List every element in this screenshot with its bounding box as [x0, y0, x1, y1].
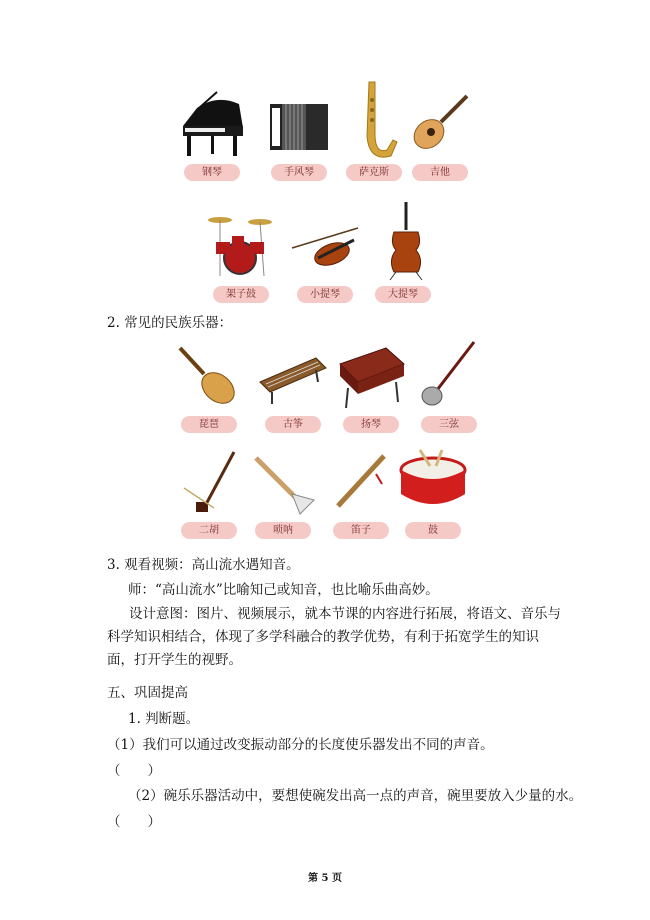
piano-icon — [177, 88, 247, 160]
instrument-guzheng — [256, 342, 330, 433]
pipa-icon — [174, 342, 244, 412]
instrument-label: 二胡 — [181, 522, 237, 539]
instrument-violin — [288, 210, 362, 303]
design-paragraph: 设计意图：图片、视频展示，就本节课的内容进行拓展，将语文、音乐与科学知识相结合，体现了多学科融合的教学优势，有利于拓宽学生的知识面，打开学生的视野。 — [107, 606, 561, 668]
instrument-accordion — [262, 88, 336, 181]
saxophone-icon — [339, 78, 409, 160]
cello-icon — [366, 200, 440, 282]
instrument-label: 琵琶 — [181, 416, 237, 433]
instrument-label: 吉他 — [412, 164, 468, 181]
drum-icon — [396, 448, 470, 518]
instrument-guitar — [403, 88, 477, 181]
instrument-suona — [246, 448, 320, 539]
instrument-dizi — [324, 448, 398, 539]
question-1: （1）我们可以通过改变振动部分的长度使乐器发出不同的声音。 — [107, 737, 494, 753]
instrument-label: 萨克斯 — [346, 164, 402, 181]
erhu-icon — [174, 448, 244, 518]
instrument-drum-kit — [204, 210, 278, 303]
accordion-icon — [264, 88, 334, 160]
guitar-icon — [405, 88, 475, 160]
instrument-cello — [366, 200, 440, 303]
folk-heading: 2. 常见的民族乐器： — [107, 315, 233, 331]
yangqin-icon — [334, 342, 408, 412]
page-number: 第 5 页 — [308, 873, 342, 884]
instrument-label: 大提琴 — [375, 286, 431, 303]
instrument-drum — [396, 448, 470, 539]
suona-icon — [246, 448, 320, 518]
instrument-pipa — [172, 342, 246, 433]
instrument-label: 小提琴 — [297, 286, 353, 303]
instrument-label: 唢呐 — [255, 522, 311, 539]
question-1-answer: （ ） — [107, 763, 161, 779]
instrument-label: 手风琴 — [271, 164, 327, 181]
judge-heading: 1. 判断题。 — [128, 711, 200, 727]
video-line: 3. 观看视频：高山流水遇知音。 — [107, 557, 300, 573]
instrument-piano — [175, 88, 249, 181]
instrument-label: 古筝 — [265, 416, 321, 433]
instrument-label: 笛子 — [333, 522, 389, 539]
section-five-heading: 五、巩固提高 — [107, 685, 188, 701]
guzheng-icon — [256, 342, 330, 412]
instrument-saxophone — [337, 78, 411, 181]
drum-kit-icon — [204, 210, 278, 282]
sanxian-icon — [414, 338, 484, 412]
instrument-yangqin — [334, 342, 408, 433]
question-2-answer: （ ） — [107, 814, 161, 830]
dizi-icon — [324, 448, 398, 518]
teacher-line: 师：“高山流水”比喻知己或知音，也比喻乐曲高妙。 — [128, 582, 439, 598]
question-2: （2）碗乐乐器活动中，要想使碗发出高一点的声音，碗里要放入少量的水。 — [128, 788, 583, 804]
violin-icon — [288, 210, 362, 282]
instrument-label: 鼓 — [405, 522, 461, 539]
instrument-label: 钢琴 — [184, 164, 240, 181]
instrument-label: 架子鼓 — [213, 286, 269, 303]
instrument-label: 三弦 — [421, 416, 477, 433]
instrument-label: 扬琴 — [343, 416, 399, 433]
instrument-erhu — [172, 448, 246, 539]
instrument-sanxian — [412, 338, 486, 433]
